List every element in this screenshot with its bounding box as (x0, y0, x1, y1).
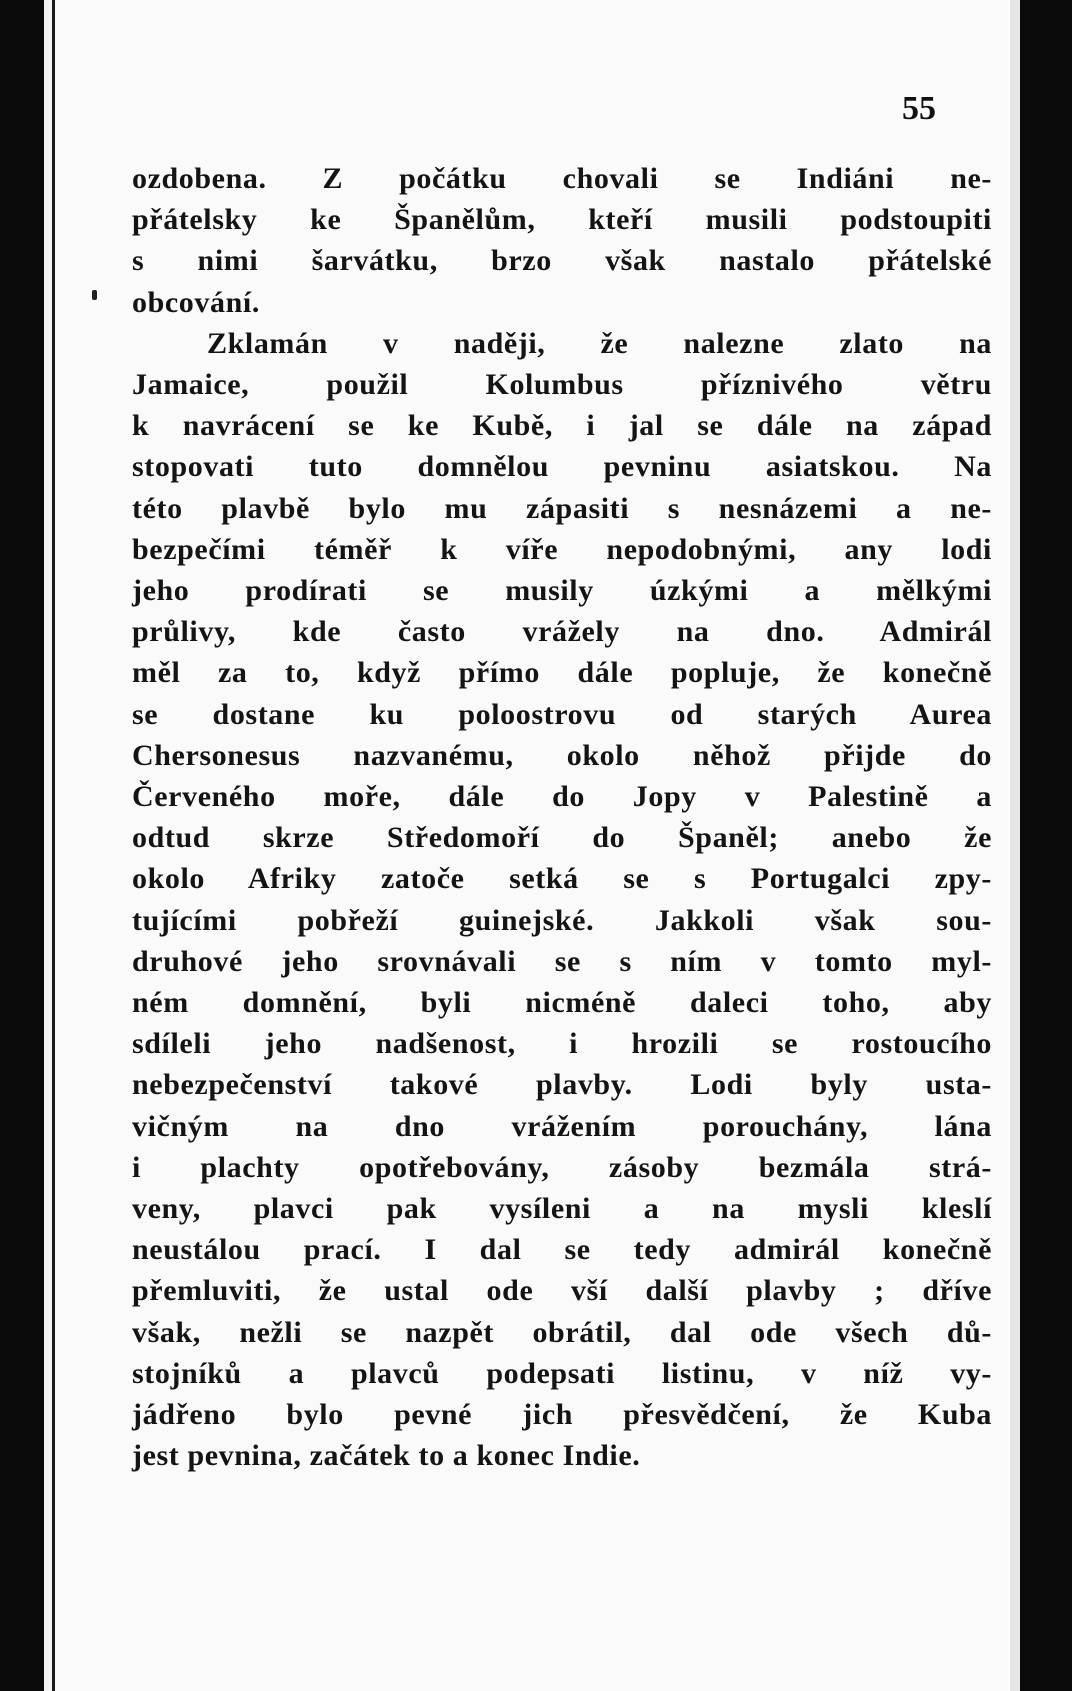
text-line: průlivy, kde často vrážely na dno. Admirál (132, 615, 992, 649)
text-line: stojníků a plavců podepsati listinu, v níž vy- (132, 1356, 992, 1390)
text-line: sdíleli jeho nadšenost, i hrozili se rostoucího (132, 1027, 992, 1061)
text-line: jeho prodírati se musily úzkými a mělkými (132, 574, 992, 608)
text-line: přemluviti, že ustal ode vší další plavby ; dříve (132, 1274, 992, 1308)
text-line: Jamaice, použil Kolumbus příznivého větru (132, 368, 992, 402)
text-line: však, nežli se nazpět obrátil, dal ode všech dů- (132, 1315, 992, 1349)
text-line: ném domnění, byli nicméně daleci toho, aby (132, 986, 992, 1020)
text-line: veny, plavci pak vysíleni a na mysli kleslí (132, 1192, 992, 1226)
page-text (132, 158, 992, 1477)
text-line: měl za to, když přímo dále popluje, že konečně (132, 656, 992, 690)
text-line: i plachty opotřebovány, zásoby bezmála strá- (132, 1150, 992, 1184)
text-line: této plavbě bylo mu zápasiti s nesnázemi a ne- (132, 491, 992, 525)
text-line: s nimi šarvátku, brzo však nastalo přátelské (132, 244, 992, 278)
text-line: obcování. (132, 285, 260, 319)
text-line: jádřeno bylo pevné jich přesvědčení, že Kuba (132, 1398, 992, 1432)
text-line: tujícími pobřeží guinejské. Jakkoli však sou- (132, 903, 992, 937)
text-line: Zklamán v naději, že nalezne zlato na (207, 326, 992, 360)
text-line: jest pevnina, začátek to a konec Indie. (132, 1439, 641, 1473)
text-line: okolo Afriky zatoče setká se s Portugalci zpy- (132, 862, 992, 896)
text-line: nebezpečenství takové plavby. Lodi byly usta- (132, 1068, 992, 1102)
text-line: se dostane ku poloostrovu od starých Aurea (132, 697, 992, 731)
text-line: Chersonesus nazvanému, okolo něhož přijde do (132, 738, 992, 772)
text-line: vičným na dno vrážením porouchány, lána (132, 1109, 992, 1143)
ink-speck (92, 290, 97, 300)
text-line: odtud skrze Středomoří do Španěl; anebo že (132, 821, 992, 855)
book-page (55, 0, 1008, 1691)
page-number: 55 (902, 90, 936, 127)
text-line: Červeného moře, dále do Jopy v Palestině a (132, 780, 992, 814)
text-line: druhové jeho srovnávali se s ním v tomto myl- (132, 944, 992, 978)
text-line: přátelsky ke Španělům, kteří musili podstoupiti (132, 203, 992, 237)
scan-left-border (0, 0, 44, 1691)
text-line: k navrácení se ke Kubě, i jal se dále na západ (132, 409, 992, 443)
scan-right-border (1020, 0, 1072, 1691)
scan-right-gutter (1010, 0, 1020, 1691)
text-line: stopovati tuto domnělou pevninu asiatskou. Na (132, 450, 992, 484)
text-line: ozdobena. Z počátku chovali se Indiáni ne- (132, 162, 992, 195)
text-line: neustálou prací. I dal se tedy admirál konečně (132, 1233, 992, 1267)
scan-left-gutter (44, 0, 55, 1691)
text-line: bezpečími téměř k víře nepodobnými, any lodi (132, 532, 992, 566)
